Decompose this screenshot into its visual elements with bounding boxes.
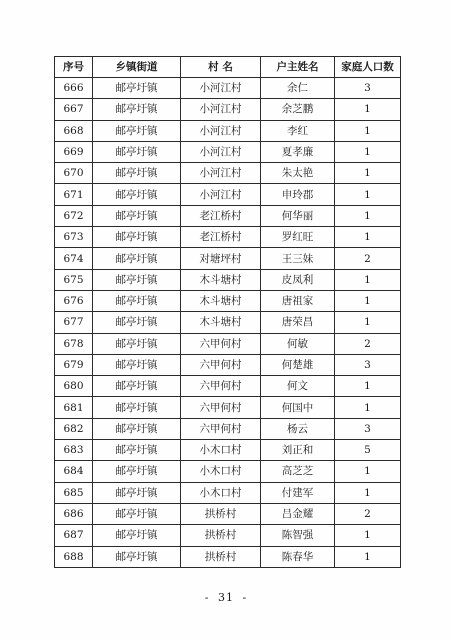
cell-householder: 王三妹 [261,248,335,269]
cell-town: 邮亭圩镇 [93,78,181,99]
table-row [55,99,401,120]
cell-village: 老江桥村 [181,227,261,248]
cell-seq: 671 [55,184,93,205]
cell-householder: 唐荣昌 [261,312,335,333]
cell-village: 拱桥村 [181,546,261,567]
household-table [54,56,401,568]
table-row [55,525,401,546]
table-row [55,163,401,184]
cell-householder: 何文 [261,376,335,397]
cell-town: 邮亭圩镇 [93,440,181,461]
cell-village: 老江桥村 [181,205,261,226]
cell-householder: 罗红旺 [261,227,335,248]
cell-seq: 686 [55,503,93,524]
cell-family-size: 1 [335,184,401,205]
cell-town: 邮亭圩镇 [93,333,181,354]
table-row [55,354,401,375]
cell-town: 邮亭圩镇 [93,290,181,311]
footer-dash-left: - [204,591,210,604]
cell-village: 木斗塘村 [181,312,261,333]
cell-householder: 何敏 [261,333,335,354]
cell-village: 小河江村 [181,163,261,184]
cell-town: 邮亭圩镇 [93,184,181,205]
cell-family-size: 1 [335,141,401,162]
cell-householder: 夏孝廉 [261,141,335,162]
cell-householder: 朱太艳 [261,163,335,184]
cell-seq: 688 [55,546,93,567]
cell-family-size: 3 [335,418,401,439]
cell-householder: 吕金耀 [261,503,335,524]
table-row [55,269,401,290]
cell-town: 邮亭圩镇 [93,354,181,375]
cell-family-size: 1 [335,461,401,482]
table-row [55,78,401,99]
header-householder: 户主姓名 [261,57,335,78]
cell-village: 拱桥村 [181,503,261,524]
cell-householder: 李红 [261,120,335,141]
cell-family-size: 1 [335,482,401,503]
cell-family-size: 1 [335,163,401,184]
cell-town: 邮亭圩镇 [93,503,181,524]
cell-householder: 余芝鹏 [261,99,335,120]
cell-seq: 675 [55,269,93,290]
cell-town: 邮亭圩镇 [93,312,181,333]
cell-seq: 678 [55,333,93,354]
cell-family-size: 2 [335,333,401,354]
cell-village: 六甲何村 [181,418,261,439]
cell-seq: 683 [55,440,93,461]
cell-householder: 何华丽 [261,205,335,226]
cell-seq: 685 [55,482,93,503]
table-row [55,440,401,461]
footer-dash-right: - [242,591,248,604]
cell-family-size: 1 [335,227,401,248]
cell-householder: 何国中 [261,397,335,418]
table-row [55,312,401,333]
cell-seq: 668 [55,120,93,141]
cell-town: 邮亭圩镇 [93,248,181,269]
table-row [55,397,401,418]
cell-seq: 676 [55,290,93,311]
cell-village: 小河江村 [181,184,261,205]
table-header-row [55,57,401,78]
cell-town: 邮亭圩镇 [93,141,181,162]
header-town: 乡镇街道 [93,57,181,78]
cell-village: 小河江村 [181,78,261,99]
cell-family-size: 1 [335,376,401,397]
cell-town: 邮亭圩镇 [93,482,181,503]
cell-householder: 高芝芝 [261,461,335,482]
table-row [55,120,401,141]
cell-householder: 皮凤利 [261,269,335,290]
cell-seq: 669 [55,141,93,162]
table-row [55,376,401,397]
header-village: 村 名 [181,57,261,78]
cell-village: 小河江村 [181,99,261,120]
cell-family-size: 3 [335,78,401,99]
table-row [55,227,401,248]
cell-town: 邮亭圩镇 [93,546,181,567]
cell-town: 邮亭圩镇 [93,397,181,418]
cell-town: 邮亭圩镇 [93,376,181,397]
cell-family-size: 1 [335,312,401,333]
cell-town: 邮亭圩镇 [93,120,181,141]
cell-seq: 682 [55,418,93,439]
cell-village: 六甲何村 [181,354,261,375]
cell-householder: 何楚雄 [261,354,335,375]
header-seq: 序号 [55,57,93,78]
cell-family-size: 5 [335,440,401,461]
cell-village: 六甲何村 [181,376,261,397]
cell-householder: 陈春华 [261,546,335,567]
cell-village: 小木口村 [181,482,261,503]
cell-householder: 杨云 [261,418,335,439]
cell-seq: 679 [55,354,93,375]
table-row [55,290,401,311]
cell-family-size: 1 [335,120,401,141]
cell-town: 邮亭圩镇 [93,461,181,482]
cell-village: 六甲何村 [181,397,261,418]
table-row [55,248,401,269]
cell-village: 拱桥村 [181,525,261,546]
cell-seq: 684 [55,461,93,482]
cell-family-size: 1 [335,290,401,311]
cell-householder: 唐祖家 [261,290,335,311]
cell-family-size: 1 [335,99,401,120]
cell-family-size: 3 [335,354,401,375]
table-row [55,205,401,226]
cell-village: 六甲何村 [181,333,261,354]
cell-town: 邮亭圩镇 [93,205,181,226]
page-number: 31 [218,591,234,604]
cell-householder: 陈智强 [261,525,335,546]
cell-seq: 674 [55,248,93,269]
cell-seq: 672 [55,205,93,226]
cell-seq: 677 [55,312,93,333]
cell-town: 邮亭圩镇 [93,227,181,248]
cell-family-size: 1 [335,546,401,567]
cell-seq: 670 [55,163,93,184]
table-row [55,546,401,567]
table-body [55,78,401,568]
cell-town: 邮亭圩镇 [93,99,181,120]
cell-village: 木斗塘村 [181,290,261,311]
cell-town: 邮亭圩镇 [93,418,181,439]
cell-householder: 付建军 [261,482,335,503]
table-row [55,333,401,354]
cell-town: 邮亭圩镇 [93,525,181,546]
cell-family-size: 1 [335,525,401,546]
cell-householder: 余仁 [261,78,335,99]
table-row [55,461,401,482]
cell-seq: 681 [55,397,93,418]
page-footer [0,591,452,604]
table-row [55,141,401,162]
table-row [55,418,401,439]
cell-village: 木斗塘村 [181,269,261,290]
cell-seq: 673 [55,227,93,248]
cell-seq: 667 [55,99,93,120]
header-family-size: 家庭人口数 [335,57,401,78]
cell-householder: 申玲郡 [261,184,335,205]
cell-family-size: 1 [335,205,401,226]
cell-householder: 刘正和 [261,440,335,461]
cell-family-size: 2 [335,248,401,269]
cell-seq: 687 [55,525,93,546]
cell-family-size: 1 [335,269,401,290]
cell-village: 小木口村 [181,440,261,461]
cell-village: 对塘坪村 [181,248,261,269]
cell-family-size: 1 [335,397,401,418]
table-row [55,482,401,503]
cell-village: 小木口村 [181,461,261,482]
cell-town: 邮亭圩镇 [93,163,181,184]
cell-seq: 680 [55,376,93,397]
cell-seq: 666 [55,78,93,99]
table-row [55,503,401,524]
cell-town: 邮亭圩镇 [93,269,181,290]
cell-family-size: 2 [335,503,401,524]
table-row [55,184,401,205]
cell-village: 小河江村 [181,120,261,141]
cell-village: 小河江村 [181,141,261,162]
